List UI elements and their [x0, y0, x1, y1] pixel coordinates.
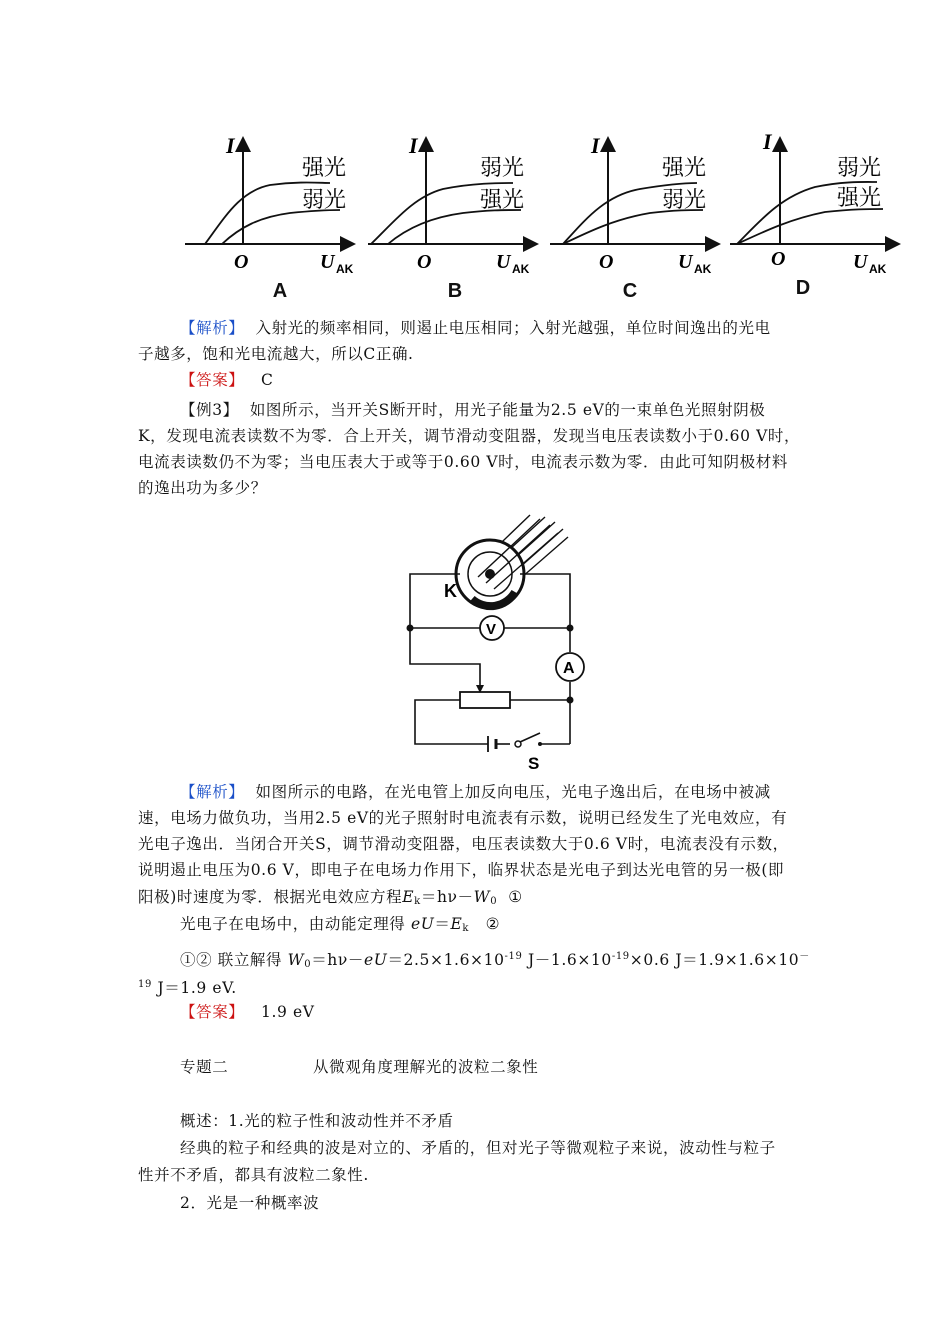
analysis1-line1 [180, 315, 771, 341]
caption-c: C [622, 280, 638, 302]
top-curve-label: 弱光 [480, 156, 525, 181]
eq1-w: W [473, 888, 491, 906]
analysis1-text1: 入射光的频率相同，则遏止电压相同；入射光越强，单位时间逸出的光电 [255, 319, 771, 337]
graph-d [725, 125, 905, 285]
analysis2-line4: 说明遏止电压为0.6 V，即电子在电场力作用下，临界状态是光电子到达光电管的另一极(即 [138, 861, 785, 879]
example3-line4: 的逸出功为多少？ [138, 479, 267, 497]
overview-line1: 概述：1.光的粒子性和波动性并不矛盾 [180, 1112, 454, 1130]
origin-label: O [771, 248, 786, 270]
eq1-mark: ① [508, 888, 523, 906]
cathode-label: K [444, 581, 457, 601]
answer1-line [180, 367, 273, 393]
axis-i-label: I [591, 133, 600, 158]
overview-line3: 性并不矛盾，都具有波粒二象性. [138, 1166, 369, 1184]
graph-c [545, 125, 725, 285]
example3-line2: K，发现电流表读数不为零．合上开关，调节滑动变阻器，发现当电压表读数小于0.60 V时， [138, 427, 801, 445]
graph-a [180, 125, 360, 285]
eq3-eu: eU [364, 951, 388, 969]
eq2-ek: E [450, 915, 463, 933]
axis-i-label: I [763, 129, 772, 154]
analysis2-line3: 光电子逸出．当闭合开关S，调节滑动变阻器，电压表读数大于0.6 V时，电流表没有示数， [138, 835, 789, 853]
eq3-w-sub: 0 [304, 959, 312, 970]
origin-label: O [417, 251, 432, 273]
axis-u-sub: AK [694, 262, 712, 276]
analysis2-line6 [180, 911, 500, 942]
eq3-c-sup: -19 [611, 951, 630, 962]
axis-u-label: U [320, 251, 335, 273]
axis-u-sub: AK [869, 262, 887, 276]
answer2-value: 1.9 eV [261, 1003, 315, 1021]
answer1-value: C [261, 371, 274, 389]
answer-tag: 【答案】 [180, 1003, 245, 1021]
analysis2-line1 [180, 779, 771, 805]
bottom-curve-label: 强光 [480, 188, 525, 213]
phototube-circuit [400, 507, 600, 772]
strong-bottom-curve [737, 209, 883, 244]
answer-tag: 【答案】 [180, 371, 245, 389]
topic2-label: 专题二 [180, 1058, 229, 1076]
origin-label: O [599, 251, 614, 273]
axis-u-label: U [496, 251, 511, 273]
eq2-eu: eU [410, 915, 435, 933]
example3-line3: 电流表读数仍不为零；当电压表大于或等于0.60 V时，电流表示数为零．由此可知阴极材料 [138, 453, 788, 471]
origin-label: O [234, 251, 249, 273]
switch-icon [520, 733, 540, 742]
caption-d: D [795, 277, 811, 299]
example-tag: 【例3】 [180, 401, 239, 419]
analysis-tag: 【解析】 [180, 319, 245, 337]
axis-u-sub: AK [336, 262, 354, 276]
eq3-d: ×0.6 J＝1.9×1.6×10 [629, 951, 800, 969]
switch-label: S [528, 754, 540, 772]
line5-text: 阳极)时速度为零．根据光电效应方程 [138, 888, 403, 906]
overview-line2: 经典的粒子和经典的波是对立的、矛盾的，但对光子等微观粒子来说，波动性与粒子 [180, 1139, 776, 1157]
photoelectric-graphs [180, 125, 900, 310]
eq3-a: ＝hν－ [311, 951, 364, 969]
analysis-tag: 【解析】 [180, 783, 245, 801]
axis-i-label: I [409, 133, 418, 158]
analysis1-line2: 子越多，饱和光电流越大，所以C正确. [138, 345, 414, 363]
eq2-eq: ＝ [434, 915, 451, 933]
caption-b: B [447, 280, 463, 302]
analysis2-line7 [180, 944, 810, 978]
top-curve-label: 强光 [302, 156, 347, 181]
eq3-b: ＝2.5×1.6×10 [387, 951, 505, 969]
voltmeter-label: V [486, 621, 497, 638]
analysis2-line2: 速，电场力做负功，当用2.5 eV的光子照射时电流表有示数，说明已经发生了光电效应，有 [138, 809, 788, 827]
graph-b [363, 125, 543, 285]
line6-text: 光电子在电场中，由动能定理得 [180, 915, 406, 933]
example3-line1 [180, 397, 765, 423]
weak-curve [563, 210, 703, 244]
weak-curve [222, 210, 340, 244]
rheostat-icon [460, 692, 510, 708]
top-curve-label: 弱光 [837, 156, 882, 181]
eq1-w-sub: 0 [490, 896, 498, 907]
axis-u-label: U [678, 251, 693, 273]
eq3-b-sup: -19 [504, 951, 523, 962]
line8-text: J＝1.9 eV. [151, 979, 237, 997]
analysis2-line8 [138, 972, 237, 1001]
eq1-mid: ＝hν－ [420, 888, 474, 906]
anode [485, 569, 495, 579]
top-curve-label: 强光 [662, 156, 707, 181]
bottom-curve-label: 弱光 [662, 188, 707, 213]
answer2-line [180, 999, 315, 1025]
caption-a: A [272, 280, 288, 302]
axis-u-sub: AK [512, 262, 530, 276]
bottom-curve-label: 强光 [837, 186, 882, 211]
eq2-mark: ② [485, 915, 501, 933]
eq2-ek-sub: k [462, 923, 470, 934]
eq3-d-sup: － [799, 951, 810, 962]
ammeter-label: A [563, 660, 575, 677]
topic2-heading [180, 1054, 539, 1080]
axis-i-label: I [226, 133, 235, 158]
eq3-c: J－1.6×10 [522, 951, 612, 969]
example3-text1: 如图所示，当开关S断开时，用光子能量为2.5 eV的一束单色光照射阴极 [249, 401, 766, 419]
line8-sup: 19 [138, 979, 152, 990]
bottom-curve-label: 弱光 [302, 188, 347, 213]
overview-line4: 2．光是一种概率波 [180, 1194, 320, 1212]
analysis2-text1: 如图所示的电路，在光电管上加反向电压，光电子逸出后，在电场中被减 [255, 783, 771, 801]
eq1-ek: E [402, 888, 415, 906]
eq3-w: W [287, 951, 305, 969]
strong-bottom-curve [388, 210, 521, 244]
axis-u-label: U [853, 251, 868, 273]
eq1-ek-sub: k [414, 896, 421, 907]
line7-text: ①② 联立解得 [180, 951, 283, 969]
topic2-title: 从微观角度理解光的波粒二象性 [313, 1058, 539, 1076]
